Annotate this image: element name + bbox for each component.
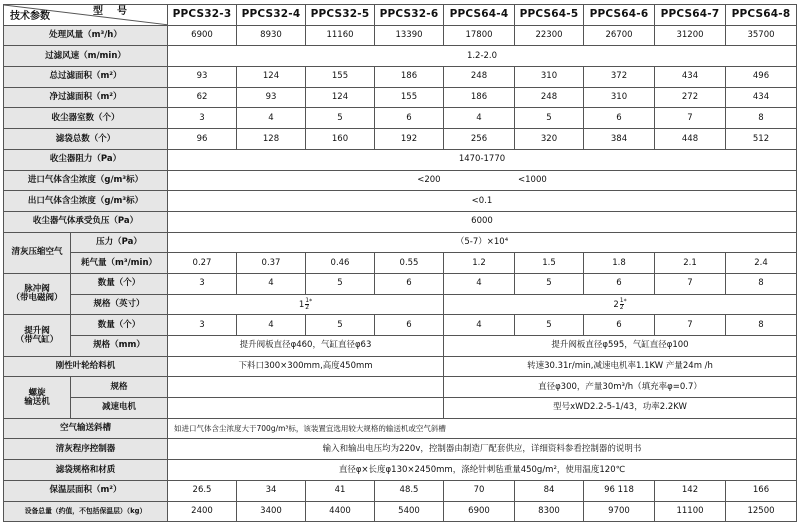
cell-value: 118: [617, 485, 634, 496]
row-label: 清灰程序控制器: [4, 439, 168, 460]
cell: [584, 480, 655, 501]
cell: 6: [375, 273, 444, 294]
row-airflow: [4, 25, 797, 46]
spec-star: *: [623, 298, 627, 306]
cell: 62: [168, 87, 237, 108]
cell: 4: [444, 108, 515, 129]
cell-empty: [168, 398, 444, 419]
group-label-pulse-valve: [4, 273, 71, 314]
row-air-consumption: [4, 253, 797, 274]
spec-whole: 2: [613, 299, 619, 310]
cell: 84: [515, 480, 584, 501]
row-label: 规格: [71, 377, 168, 398]
row-label: 收尘器阻力（Pa）: [4, 149, 168, 170]
cell: 直径φ×长度φ130×2450mm，涤纶针刺毡重量450g/m²，使用温度120℃: [168, 460, 797, 481]
cell: 3400: [237, 501, 306, 522]
cell: 48.5: [375, 480, 444, 501]
cell: <0.1: [168, 191, 797, 212]
cell: 34: [237, 480, 306, 501]
row-pulse-spec: [4, 294, 797, 315]
cell: 2.4: [726, 253, 797, 274]
inlet-value-32: <200: [417, 174, 441, 185]
model-header: PPCS32-3: [168, 5, 237, 26]
cell: 186: [375, 67, 444, 88]
row-label: 净过滤面积（m²）: [4, 87, 168, 108]
cell: 192: [375, 129, 444, 150]
row-label: 数量（个）: [71, 273, 168, 294]
cell: 5: [515, 315, 584, 336]
model-header: PPCS64-8: [726, 5, 797, 26]
corner-cell: [4, 5, 168, 26]
screw-line2: 输送机: [24, 396, 50, 407]
model-header: PPCS64-4: [444, 5, 515, 26]
row-chambers: [4, 108, 797, 129]
row-label: 出口气体含尘浓度（g/m³标）: [4, 191, 168, 212]
inlet-value-64: <1000: [518, 174, 547, 185]
cell: 93: [168, 67, 237, 88]
cell: 26.5: [168, 480, 237, 501]
cell: 6000: [168, 211, 797, 232]
row-label: 耗气量（m³/min）: [71, 253, 168, 274]
cell: 4: [237, 108, 306, 129]
cell: 输入和输出电压均为220v，控制器由制造厂配套供应，详细资料参看控制器的说明书: [168, 439, 797, 460]
cell: 直径φ300，产量30m³/h（填充率φ=0.7）: [444, 377, 797, 398]
cell: 41: [306, 480, 375, 501]
cell: 6: [584, 315, 655, 336]
cell: 128: [237, 129, 306, 150]
row-pulse-count: [4, 273, 797, 294]
row-lift-spec: [4, 336, 797, 357]
cell: 310: [515, 67, 584, 88]
row-label: 保温层面积（m²）: [4, 480, 168, 501]
cell: 5: [306, 108, 375, 129]
corner-model-label: 型号: [93, 6, 141, 17]
cell: 160: [306, 129, 375, 150]
row-label: 规格（英寸）: [71, 294, 168, 315]
group-label-air: 清灰压缩空气: [4, 232, 71, 273]
cell: 5: [306, 315, 375, 336]
cell: 13390: [375, 25, 444, 46]
row-label: 数量（个）: [71, 315, 168, 336]
row-label: 减速电机: [71, 398, 168, 419]
row-filter-speed: [4, 46, 797, 67]
row-insulation: [4, 480, 797, 501]
cell: 4: [444, 315, 515, 336]
lift-valve-line2: （带气缸）: [15, 334, 59, 345]
cell: 8: [726, 273, 797, 294]
cell: 17800: [444, 25, 515, 46]
cell: 7: [655, 108, 726, 129]
cell: 7: [655, 315, 726, 336]
cell: 6: [584, 273, 655, 294]
pulse-valve-line2: （带电磁阀）: [11, 293, 63, 304]
cell: 提升阀板直径φ460，气缸直径φ63: [168, 336, 444, 357]
cell: 124: [237, 67, 306, 88]
cell: 型号xWD2.2-5-1/43，功率2.2KW: [444, 398, 797, 419]
cell: 2400: [168, 501, 237, 522]
pulse-valve-line1: 脉冲阀: [24, 284, 50, 295]
fraction-num: 1: [619, 296, 624, 304]
cell: 0.27: [168, 253, 237, 274]
row-label: 进口气体含尘浓度（g/m³标）: [4, 170, 168, 191]
cell: 3: [168, 315, 237, 336]
cell: 1.2-2.0: [168, 46, 797, 67]
cell: 提升阀板直径φ595，气缸直径φ100: [444, 336, 797, 357]
cell: 8: [726, 315, 797, 336]
row-bags: [4, 129, 797, 150]
cell: 434: [726, 87, 797, 108]
row-resistance: [4, 149, 797, 170]
cell: 70: [444, 480, 515, 501]
cell: 6: [584, 108, 655, 129]
corner-param-label: 技术参数: [10, 11, 50, 23]
cell: 4: [237, 315, 306, 336]
model-header: PPCS32-4: [237, 5, 306, 26]
cell: 6: [375, 315, 444, 336]
fraction-den: 2: [619, 303, 624, 311]
cell: 11160: [306, 25, 375, 46]
model-header: PPCS64-5: [515, 5, 584, 26]
cell: 0.37: [237, 253, 306, 274]
cell: 6900: [168, 25, 237, 46]
row-negative-pressure: [4, 211, 797, 232]
cell: 320: [515, 129, 584, 150]
row-lift-count: [4, 315, 797, 336]
cell: 1.2: [444, 253, 515, 274]
row-control: [4, 439, 797, 460]
cell: 310: [584, 87, 655, 108]
cell-empty: [168, 377, 444, 398]
row-star-feeder: [4, 356, 797, 377]
cell: 11100: [655, 501, 726, 522]
cell: 1.5: [515, 253, 584, 274]
model-header: PPCS32-5: [306, 5, 375, 26]
model-header: PPCS64-7: [655, 5, 726, 26]
cell: 下料口300×300mm,高度450mm: [168, 356, 444, 377]
row-inlet-concentration: [4, 170, 797, 191]
row-air-slide: [4, 418, 797, 439]
cell: 26700: [584, 25, 655, 46]
cell: 3: [168, 108, 237, 129]
cell: 5: [515, 273, 584, 294]
cell: 转速30.31r/min,减速电机率1.1KW 产量24m /h: [444, 356, 797, 377]
fraction-den: 2: [305, 303, 310, 311]
cell: 155: [375, 87, 444, 108]
cell-value: 96: [604, 485, 615, 496]
group-label-screw: [4, 377, 71, 418]
spec-table: [3, 4, 797, 522]
cell: 372: [584, 67, 655, 88]
spec-whole: 1: [298, 299, 305, 310]
cell: 434: [655, 67, 726, 88]
cell: 512: [726, 129, 797, 150]
cell: 155: [306, 67, 375, 88]
header-row: [4, 5, 797, 26]
cell: 8300: [515, 501, 584, 522]
cell: 31200: [655, 25, 726, 46]
row-label: 压力（Pa）: [71, 232, 168, 253]
cell: 248: [444, 67, 515, 88]
screw-line1: 螺旋: [28, 387, 46, 398]
row-screw-motor: [4, 398, 797, 419]
row-weight: [4, 501, 797, 522]
row-label: 刚性叶轮给料机: [4, 356, 168, 377]
row-screw-spec: [4, 377, 797, 398]
cell: 8: [726, 108, 797, 129]
cell: 4: [237, 273, 306, 294]
row-label: 处理风量（m³/h）: [4, 25, 168, 46]
cell: 0.55: [375, 253, 444, 274]
cell: 2.1: [655, 253, 726, 274]
cell: 5400: [375, 501, 444, 522]
cell: 5: [306, 273, 375, 294]
cell: 9700: [584, 501, 655, 522]
row-air-pressure: [4, 232, 797, 253]
cell: 6900: [444, 501, 515, 522]
cell: 1.8: [584, 253, 655, 274]
cell: 12500: [726, 501, 797, 522]
cell: 248: [515, 87, 584, 108]
cell: 448: [655, 129, 726, 150]
cell: 384: [584, 129, 655, 150]
row-label: 总过滤面积（m²）: [4, 67, 168, 88]
cell: 272: [655, 87, 726, 108]
model-header: PPCS64-6: [584, 5, 655, 26]
row-label: 空气输送斜槽: [4, 418, 168, 439]
cell: [444, 294, 797, 315]
cell: 4400: [306, 501, 375, 522]
cell: 1470-1770: [168, 149, 797, 170]
row-net-area: [4, 87, 797, 108]
cell: 如进口气体含尘浓度大于700g/m³标，该装置宜选用较大规格的输送机或空气斜槽: [168, 418, 797, 439]
cell: 256: [444, 129, 515, 150]
cell: 186: [444, 87, 515, 108]
cell: 8930: [237, 25, 306, 46]
row-label: 收尘器室数（个）: [4, 108, 168, 129]
row-label: 规格（mm）: [71, 336, 168, 357]
cell: 7: [655, 273, 726, 294]
row-label: 过滤风速（m/min）: [4, 46, 168, 67]
cell: 3: [168, 273, 237, 294]
row-total-area: [4, 67, 797, 88]
cell: 22300: [515, 25, 584, 46]
fraction-num: 1: [305, 296, 310, 304]
cell: 124: [306, 87, 375, 108]
group-label-lift-valve: [4, 315, 71, 356]
spec-star: *: [309, 298, 313, 306]
lift-valve-line1: 提升阀: [24, 325, 50, 336]
cell: 166: [726, 480, 797, 501]
row-outlet-concentration: [4, 191, 797, 212]
row-bag-spec: [4, 460, 797, 481]
cell: （5-7）×10⁴: [168, 232, 797, 253]
cell: 96: [168, 129, 237, 150]
row-label: 收尘器气体承受负压（Pa）: [4, 211, 168, 232]
model-header: PPCS32-6: [375, 5, 444, 26]
cell: [168, 170, 797, 191]
cell: 4: [444, 273, 515, 294]
row-label: 滤袋总数（个）: [4, 129, 168, 150]
row-label: 滤袋规格和材质: [4, 460, 168, 481]
cell: [168, 294, 444, 315]
cell: 5: [515, 108, 584, 129]
cell: 0.46: [306, 253, 375, 274]
row-label: 设备总量（约值，不包括保温层）（kg）: [4, 501, 168, 522]
cell: 496: [726, 67, 797, 88]
cell: 35700: [726, 25, 797, 46]
cell: 6: [375, 108, 444, 129]
cell: 93: [237, 87, 306, 108]
cell: 142: [655, 480, 726, 501]
